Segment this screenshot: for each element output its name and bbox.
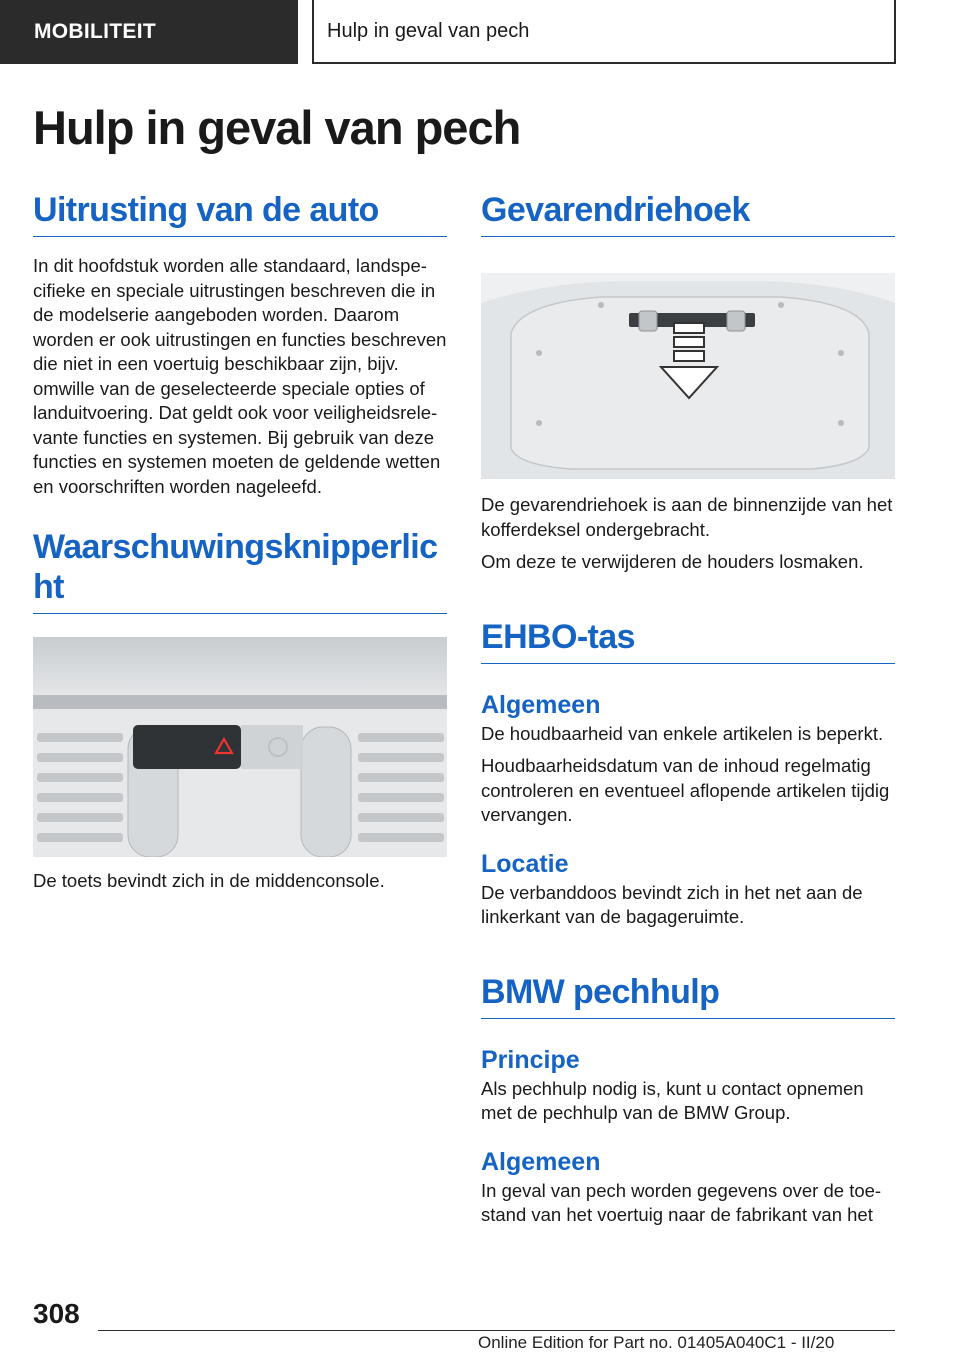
pechhulp-principe-p: Als pechhulp nodig is, kunt u contact opnemen met de pechhulp van de BMW Group.: [481, 1077, 864, 1123]
header-section-label: MOBILITEIT: [0, 0, 298, 64]
section-heading-ehbo: EHBO-tas: [481, 617, 895, 664]
gevarendriehoek-p1: De gevarendriehoek is aan de binnenzijde van het kofferdeksel ondergebracht.: [481, 494, 893, 540]
page-number: 308: [33, 1298, 80, 1329]
section-heading-bmw-pechhulp: BMW pechhulp: [481, 972, 895, 1019]
pechhulp-subheading-algemeen: Algemeen: [481, 1147, 601, 1176]
warning-triangle-illustration: [481, 273, 895, 479]
ehbo-locatie-p: De verbanddoos bevindt zich in het net aan de linkerkant van de bagageruimte.: [481, 881, 863, 927]
pechhulp-subheading-principe: Principe: [481, 1045, 580, 1074]
hazard-button-illustration: [33, 637, 447, 857]
ehbo-algemeen-p1: De houdbaarheid van enkele artikelen is beperkt.: [481, 722, 884, 744]
section-heading-waarschuwing: Waarschuwingsknipperlicht: [33, 527, 447, 614]
footer-divider: [98, 1330, 895, 1331]
left-column: [33, 190, 447, 894]
hazard-caption: De toets bevindt zich in de middenconsole.: [33, 870, 385, 891]
right-column: [481, 190, 895, 1228]
section-heading-gevarendriehoek: Gevarendriehoek: [481, 190, 895, 237]
ehbo-algemeen-p2: Houdbaarheidsdatum van de inhoud regelmatig controleren en eventueel aflopende artikelen tijdig vervangen.: [481, 755, 890, 825]
uitrusting-body: In dit hoofdstuk worden alle standaard, landspecifieke en speciale uitrustingen beschreven die in de modelserie aangeboden worden. Daarom worden er ook uitrustingen en functies beschreven die niet in een voertuig beschikbaar zijn, bijv. omwille van de geselecteerde speciale opties of landuitvoering. Dat geldt ook voor veiligheidsrelevante functies en systemen. Bij gebruik van deze functies en systemen moeten de geldende wetten en voorschriften worden nageleefd.: [33, 255, 447, 497]
page-title: Hulp in geval van pech: [33, 101, 521, 154]
ehbo-subheading-algemeen: Algemeen: [481, 690, 601, 719]
ehbo-subheading-locatie: Locatie: [481, 849, 569, 878]
gevarendriehoek-p2: Om deze te verwijderen de houders losmaken.: [481, 551, 864, 572]
header-topic-label: Hulp in geval van pech: [312, 0, 896, 64]
section-heading-uitrusting: Uitrusting van de auto: [33, 190, 447, 237]
pechhulp-algemeen-p: In geval van pech worden gegevens over de toestand van het voertuig naar de fabrikant van het: [481, 1179, 882, 1225]
footer-edition: Online Edition for Part no. 01405A040C1 - II/20: [478, 1333, 835, 1352]
